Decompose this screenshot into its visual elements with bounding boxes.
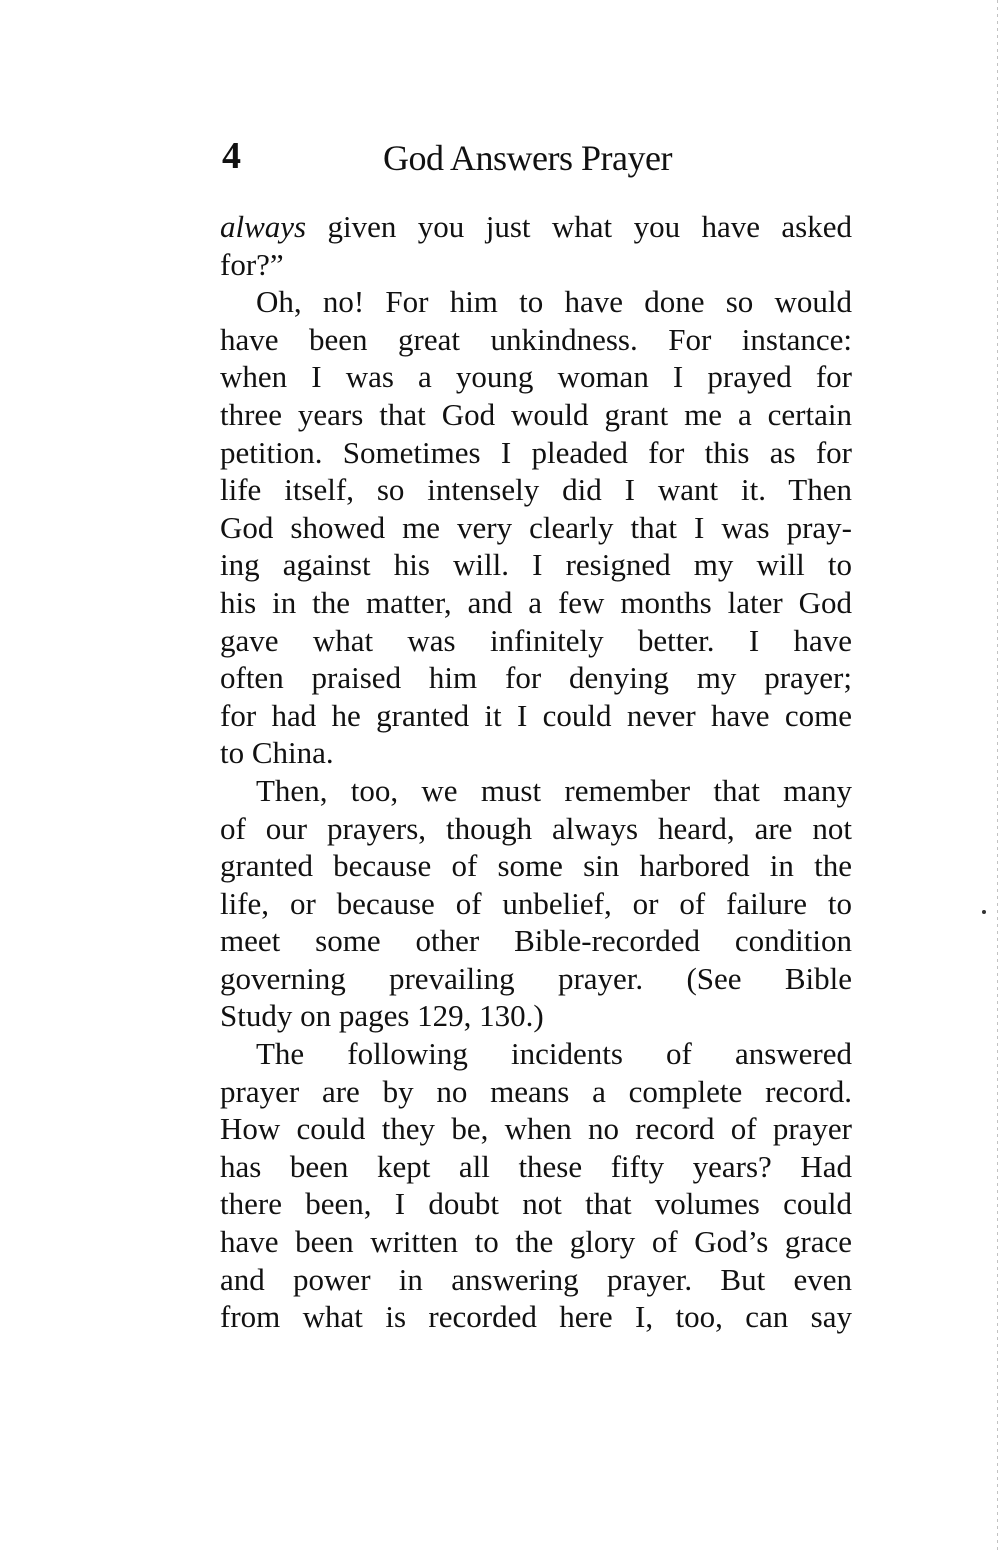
text-line: governing prevailing prayer. (See Bible [220,960,852,996]
text-line: granted because of some sin harbored in the [220,848,852,884]
text-line: prayer are by no means a complete record. [220,1073,852,1109]
page-edge-shadow [997,0,998,1551]
text-line: life itself, so intensely did I want it. Then [220,472,852,508]
text-line: How could they be, when no record of prayer [220,1111,852,1147]
text-line: life, or because of unbelief, or of failure to [220,885,852,921]
text-line: God showed me very clearly that I was pray- [220,509,852,545]
italic-word: always [220,209,307,244]
text-line: Oh, no! For him to have done so would [256,284,852,320]
text-line: often praised him for denying my prayer; [220,660,852,696]
text-line: The following incidents of answered [256,1036,852,1072]
text-line: have been great unkindness. For instance: [220,321,852,357]
text-line: for had he granted it I could never have come [220,697,852,733]
text-line: for?” [220,246,284,282]
text-line: gave what was infinitely better. I have [220,622,852,658]
text-line: meet some other Bible-recorded condition [220,923,852,959]
text-line: of our prayers, though always heard, are not [220,810,852,846]
text-line: to China. [220,735,334,771]
text-line: Then, too, we must remember that many [256,772,852,808]
running-title: God Answers Prayer [383,138,672,178]
page-text [220,208,852,1336]
text-line-rest: given you just what you have asked [306,209,852,244]
text-line: when I was a young woman I prayed for [220,359,852,395]
text-line [220,208,852,246]
text-line: ing against his will. I resigned my will to [220,547,852,583]
text-line: petition. Sometimes I pleaded for this as for [220,434,852,470]
text-line: there been, I doubt not that volumes could [220,1186,852,1222]
page-number: 4 [222,135,241,177]
text-line: and power in answering prayer. But even [220,1261,852,1297]
text-line: has been kept all these fifty years? Had [220,1148,852,1184]
scan-speck [982,910,986,914]
text-line: three years that God would grant me a certain [220,396,852,432]
text-line: his in the matter, and a few months later God [220,584,852,620]
text-line: from what is recorded here I, too, can say [220,1299,852,1335]
text-line: have been written to the glory of God’s grace [220,1224,852,1260]
text-line: Study on pages 129, 130.) [220,998,544,1034]
